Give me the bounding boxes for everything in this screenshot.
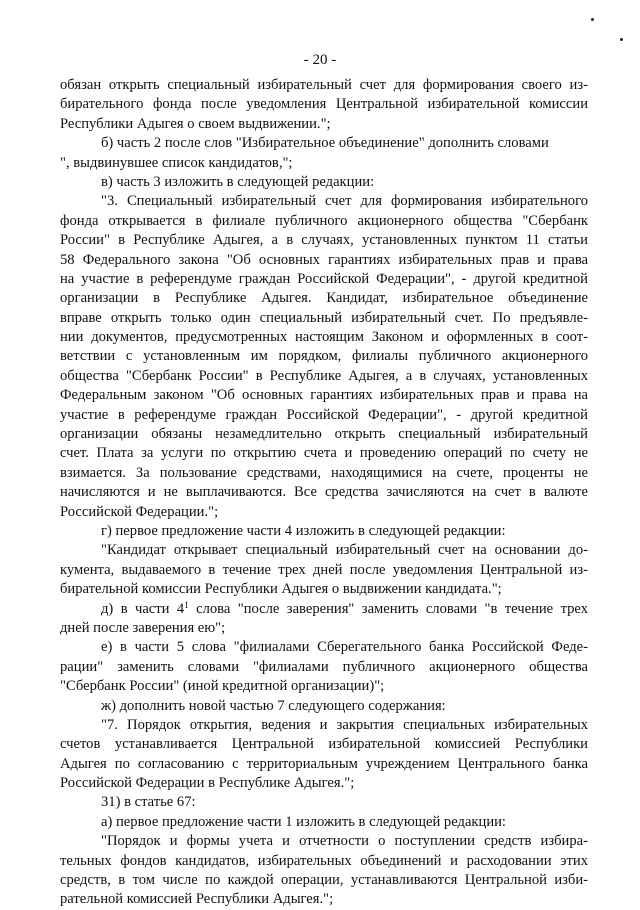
text-line: вправе открыть только один специальный избирательный счет. По предъявле- <box>60 309 588 326</box>
text-line: е) в части 5 слова "филиалами Сберегательного банка Российской Феде- <box>101 639 588 656</box>
text-line: начисляются и не выплачиваются. Все средства зачисляются на счет в валюте <box>60 484 588 501</box>
text-line: фонда открывается в филиале публичного акционерного общества "Сбербанк <box>60 212 588 229</box>
text-line: тельных фондов кандидатов, избирательных объединений и расходовании этих <box>60 852 588 869</box>
text-line: дней после заверения ею"; <box>60 619 226 636</box>
text-line: организации в Республике Адыгея. Кандидат, избирательное объединение <box>60 290 588 307</box>
text-line: Республики Адыгея о своем выдвижении."; <box>60 115 331 132</box>
text-line: Российской Федерации в Республике Адыгея."; <box>60 775 355 792</box>
text-line: нии документов, предусмотренных настоящим Законом и оформленных в соот- <box>60 329 588 346</box>
text-fragment: слова "после заверения" заменить словами "в течение трех <box>188 600 589 617</box>
text-line: на участие в референдуме граждан Российской Федерации", - другой кредитной <box>60 270 588 287</box>
superscript: 1 <box>184 599 189 610</box>
text-line: средств, в том числе по каждой операции, устанавливаются Центральной изби- <box>60 872 588 889</box>
text-line: обязан открыть специальный избирательный счет для формирования своего из- <box>60 77 588 93</box>
text-line: счетов устанавливается Центральной избирательной комиссией Республики <box>60 736 588 753</box>
text-line: "Порядок и формы учета и отчетности о поступлении средств избира- <box>101 833 588 850</box>
text-line: 31) в статье 67: <box>101 794 196 811</box>
scan-speck <box>620 38 623 41</box>
text-line: ветствии с установленным им порядком, филиалы публичного акционерного <box>60 348 588 365</box>
text-line: в) часть 3 изложить в следующей редакции: <box>101 173 375 190</box>
text-line: Федеральным законом "Об основных гарантиях избирательных прав и права на <box>60 387 588 404</box>
text-line: ж) дополнить новой частью 7 следующего содержания: <box>101 697 446 714</box>
text-line: Российской Федерации."; <box>60 503 219 520</box>
scan-speck <box>591 18 594 21</box>
text-line: Адыгея по согласованию с территориальным учреждением Центрального банка <box>60 755 588 772</box>
page-number: - 20 - <box>303 52 337 68</box>
text-line: общества "Сбербанк России" в Республике Адыгея, а в случаях, установленных <box>60 367 588 384</box>
text-line: "7. Порядок открытия, ведения и закрытия специальных избирательных <box>101 716 588 733</box>
text-line: участие в референдуме граждан Российской Федерации", - другой кредитной <box>60 406 588 423</box>
text-line: рательной комиссией Республики Адыгея."; <box>60 891 334 908</box>
document-body <box>60 76 588 910</box>
text-line: 58 Федерального закона "Об основных гарантиях избирательных прав и права <box>60 251 588 268</box>
text-line: а) первое предложение части 1 изложить в следующей редакции: <box>101 813 506 830</box>
text-line: б) часть 2 после слов "Избирательное объединение" дополнить словами <box>101 135 549 152</box>
text-line: России" в Республике Адыгея, а в случаях, установленных пунктом 11 статьи <box>60 232 588 249</box>
text-line: рации" заменить словами "филиалами публичного акционерного общества <box>60 658 588 675</box>
text-line: ", выдвинувшее список кандидатов,"; <box>60 154 293 171</box>
text-line: "Кандидат открывает специальный избирательный счет на основании до- <box>101 542 588 559</box>
text-line: "3. Специальный избирательный счет для формирования избирательного <box>101 193 588 210</box>
text-line: кумента, выдаваемого в течение трех дней после уведомления Центральной из- <box>60 561 588 578</box>
text-line: организации обязаны незамедлительно открыть специальный избирательный <box>60 426 588 443</box>
text-fragment: д) в части 4 <box>101 600 185 617</box>
text-line: "Сбербанк России" (иной кредитной организации)"; <box>60 678 385 695</box>
text-line: счет. Плата за услуги по открытию счета и проведению операций по счету не <box>60 445 588 462</box>
text-line: бирательной комиссии Республики Адыгея о выдвижении кандидата."; <box>60 581 502 598</box>
text-line: г) первое предложение части 4 изложить в следующей редакции: <box>101 522 506 539</box>
text-line: бирательного фонда после уведомления Центральной избирательной комиссии <box>60 96 588 113</box>
text-line <box>60 600 588 619</box>
text-line: взимается. За пользование средствами, находящимися на счете, проценты не <box>60 464 588 481</box>
